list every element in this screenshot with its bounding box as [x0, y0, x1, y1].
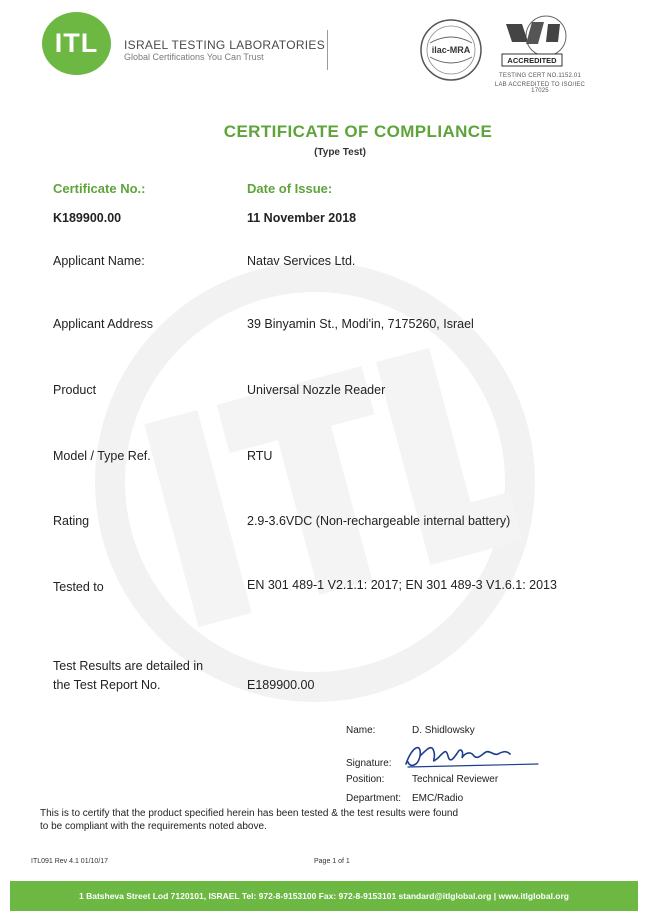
department-label: Department: — [346, 793, 402, 804]
department-value: EMC/Radio — [412, 793, 464, 804]
footer-contact: 1 Batsheva Street Lod 7120101, ISRAEL Tel: 972-8-9153100 Fax: 972-8-9153101 standard@itlglobal.org | www.itlglobal.org — [79, 891, 569, 901]
accreditation-standard: LAB ACCREDITED TO ISO/IEC 17025 — [494, 82, 586, 94]
certificate-subtitle: (Type Test) — [314, 147, 366, 158]
accreditation-cert-no: TESTING CERT NO.1152.01 — [499, 73, 581, 79]
applicant-address-label: Applicant Address — [53, 317, 154, 331]
signatory-name: D. Shidlowsky — [412, 725, 475, 736]
company-name: ISRAEL TESTING LABORATORIES — [124, 38, 326, 52]
product-value: Universal Nozzle Reader — [247, 383, 386, 397]
applicant-name: Natav Services Ltd. — [247, 254, 356, 268]
tested-to-value: EN 301 489-1 V2.1.1: 2017; EN 301 489-3 V1.6.1: 2013 — [247, 578, 557, 592]
rating-label: Rating — [53, 514, 90, 528]
product-label: Product — [53, 383, 97, 397]
signatory-name-label: Name: — [346, 725, 376, 736]
signature-label: Signature: — [346, 758, 392, 769]
position-label: Position: — [346, 774, 385, 785]
page-number: Page 1 of 1 — [314, 858, 350, 865]
handwritten-signature — [398, 738, 542, 772]
rating-value: 2.9-3.6VDC (Non-rechargeable internal battery) — [247, 514, 511, 528]
certificate-number-label: Certificate No.: — [53, 181, 146, 196]
form-reference: ITL091 Rev 4.1 01/10/17 — [31, 858, 109, 865]
certificate-number: K189900.00 — [53, 211, 122, 225]
header-divider — [327, 30, 328, 70]
date-of-issue: 11 November 2018 — [247, 211, 357, 225]
accreditation-seal-icon — [492, 14, 572, 70]
certify-line-1: This is to certify that the product specified herein has been tested & the test results were found — [40, 808, 459, 819]
report-number: E189900.00 — [247, 678, 315, 692]
footer-bar — [10, 881, 638, 911]
company-tagline: Global Certifications You Can Trust — [124, 52, 264, 62]
certify-line-2: to be compliant with the requirements noted above. — [40, 820, 267, 832]
tested-to-label: Tested to — [53, 580, 104, 594]
svg-text:ilac-MRA: ilac-MRA — [431, 45, 471, 55]
certify-statement — [40, 808, 520, 833]
certificate-title: CERTIFICATE OF COMPLIANCE — [223, 122, 493, 141]
applicant-name-label: Applicant Name: — [53, 254, 145, 268]
svg-text:ACCREDITED: ACCREDITED — [507, 56, 557, 65]
itl-logo: ITL — [42, 12, 111, 75]
date-of-issue-label: Date of Issue: — [247, 181, 333, 196]
model-value: RTU — [247, 449, 273, 463]
position-value: Technical Reviewer — [412, 774, 499, 785]
ilac-mra-icon — [418, 17, 484, 83]
applicant-address: 39 Binyamin St., Modi'in, 7175260, Israel — [247, 317, 474, 331]
report-label-line2: the Test Report No. — [53, 678, 161, 692]
model-label: Model / Type Ref. — [53, 449, 151, 463]
report-label-line1: Test Results are detailed in — [53, 659, 204, 673]
